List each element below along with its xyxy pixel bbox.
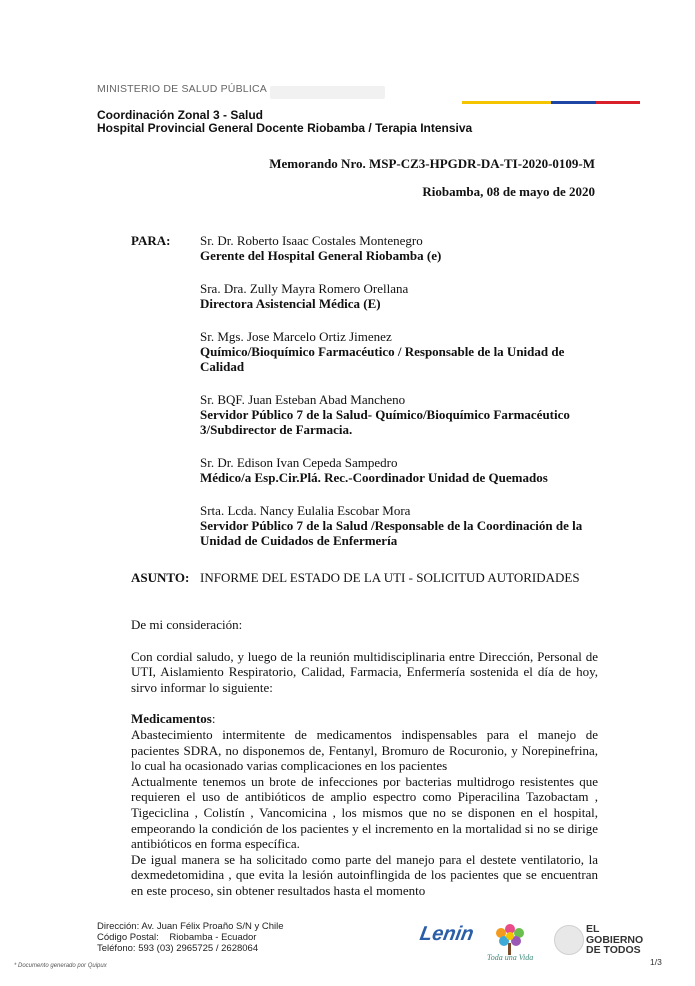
memo-number: Memorando Nro. MSP-CZ3-HPGDR-DA-TI-2020-0109-M bbox=[269, 156, 595, 171]
recipient-role: Servidor Público 7 de la Salud /Responsable de la Coordinación de la Unidad de Cuidados de Enfermería bbox=[200, 518, 583, 548]
tree-caption: Toda una Vida bbox=[487, 953, 534, 962]
flag-red bbox=[596, 101, 641, 104]
memo-body bbox=[131, 617, 598, 899]
recipient-name: Sr. Mgs. Jose Marcelo Ortiz Jimenez bbox=[200, 329, 392, 344]
recipient-list bbox=[200, 233, 595, 566]
recipient-role: Gerente del Hospital General Riobamba (e) bbox=[200, 248, 442, 263]
recipient bbox=[200, 392, 595, 437]
flag-stripe bbox=[462, 101, 640, 104]
recipient-name: Sr. Dr. Roberto Isaac Costales Montenegro bbox=[200, 233, 423, 248]
asunto-label: ASUNTO: bbox=[131, 570, 190, 585]
flag-blue bbox=[551, 101, 596, 104]
recipient-role: Directora Asistencial Médica (E) bbox=[200, 296, 381, 311]
quipux-note: * Documento generado por Quipux bbox=[14, 963, 107, 969]
ecuador-seal-icon bbox=[554, 925, 584, 955]
recipient bbox=[200, 455, 595, 485]
gov-line-1: EL bbox=[586, 923, 600, 935]
memo-date: Riobamba, 08 de mayo de 2020 bbox=[422, 184, 595, 199]
asunto-text: INFORME DEL ESTADO DE LA UTI - SOLICITUD AUTORIDADES bbox=[200, 570, 580, 585]
ministry-name: MINISTERIO DE SALUD PÚBLICA bbox=[97, 83, 267, 95]
recipient-name: Sra. Dra. Zully Mayra Romero Orellana bbox=[200, 281, 409, 296]
footer-postal: Código Postal: Riobamba - Ecuador bbox=[97, 932, 257, 943]
intro-paragraph: Con cordial saludo, y luego de la reunión multidisciplinaria entre Dirección, Personal de UTI, Aislamiento Respiratorio, Calidad, Farmacia, Enfermería sostenida el día de hoy, sirvo informar lo siguiente: bbox=[131, 648, 598, 695]
recipient-name: Sr. BQF. Juan Esteban Abad Mancheno bbox=[200, 392, 406, 407]
recipient-role: Químico/Bioquímico Farmacéutico / Responsable de la Unidad de Calidad bbox=[200, 344, 565, 374]
recipient bbox=[200, 281, 595, 311]
footer-contact bbox=[97, 921, 284, 954]
footer-phone: Teléfono: 593 (03) 2965725 / 2628064 bbox=[97, 943, 259, 954]
coordination-title: Coordinación Zonal 3 - Salud bbox=[97, 108, 264, 122]
gov-line-2: GOBIERNO bbox=[586, 933, 644, 946]
paragraph: Abastecimiento intermitente de medicamentos indispensables para el manejo de pacientes SDRA, no disponemos de, Fentanyl, Bromuro de Rocuronio, y Norepinefrina, lo cual ha ocasionado varias complicaciones en los pacientes bbox=[131, 726, 598, 774]
gobierno-logo bbox=[586, 924, 643, 956]
ministry-watermark bbox=[270, 86, 385, 99]
section-heading bbox=[131, 711, 598, 727]
section-colon: : bbox=[211, 711, 216, 727]
recipient bbox=[200, 233, 595, 263]
recipient bbox=[200, 329, 595, 374]
greeting: De mi consideración: bbox=[131, 617, 243, 632]
recipient-name: Sr. Dr. Edison Ivan Cepeda Sampedro bbox=[200, 455, 398, 470]
paragraph: De igual manera se ha solicitado como parte del manejo para el destete ventilatorio, la dexmedetomidina , que evita la lesión autoinflingida de los pacientes que se encuentran en este proceso, sin obtener resultados hasta el momento bbox=[131, 851, 598, 898]
recipient-role: Servidor Público 7 de la Salud- Químico/Bioquímico Farmacéutico 3/Subdirector de Farmacia. bbox=[200, 407, 570, 437]
flag-yellow bbox=[462, 101, 551, 104]
paragraph: Actualmente tenemos un brote de infecciones por bacterias multidrogo resistentes que requieren el uso de antibióticos de amplio espectro como Piperacilina Tazobactam , Tigeciclina , Colistín , Vancomicina , los mismos que no se disponen en el hospital, empeorando la condición de los pacientes y el incremento en la mortalidad si no se dirige antibióticos en forma específica. bbox=[131, 773, 598, 852]
recipient-role: Médico/a Esp.Cir.Plá. Rec.-Coordinador Unidad de Quemados bbox=[200, 470, 548, 485]
gov-line-3: DE TODOS bbox=[586, 944, 641, 956]
para-label: PARA: bbox=[131, 233, 171, 248]
page-number: 1/3 bbox=[650, 957, 662, 967]
footer-address: Dirección: Av. Juan Félix Proaño S/N y Chile bbox=[97, 921, 284, 932]
lenin-logo: Lenin bbox=[418, 923, 476, 945]
recipient-name: Srta. Lcda. Nancy Eulalia Escobar Mora bbox=[200, 503, 411, 518]
recipient bbox=[200, 503, 595, 548]
hospital-title: Hospital Provincial General Docente Riobamba / Terapia Intensiva bbox=[97, 121, 473, 135]
section-title: Medicamentos bbox=[131, 711, 212, 727]
